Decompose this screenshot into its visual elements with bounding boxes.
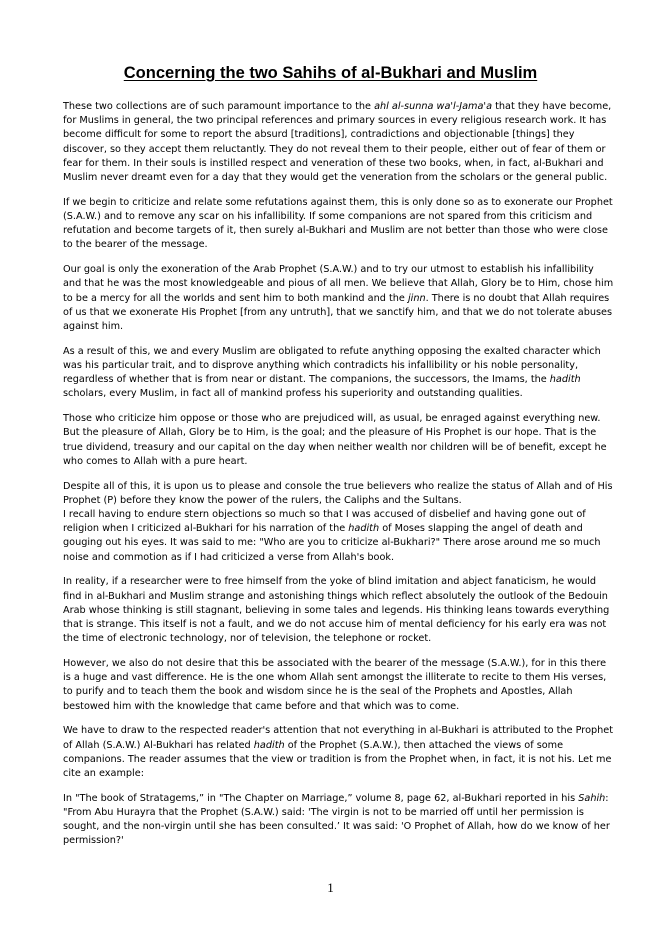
text-run: that they have become, for Muslims in general, the two principal references and primary sources in every religious research work. It has become difficult for some to report the absurd [traditions], contradictions and objectionable [things] they discover, so they accept them reluctantly. They do not reveal them to their people, either out of fear of them or fear for them. In their souls is instilled respect and veneration of these two books, when, in fact, al-Bukhari and Muslim never dreamt even for a day that they would get the veneration from the scholars or the general public. xyxy=(63,101,612,184)
text-run: These two collections are of such paramount importance to the xyxy=(63,101,375,112)
body-paragraph xyxy=(63,412,615,469)
text-run: of the Prophet (S.A.W.), then attached the views of some companions. The reader assumes that the view or tradition is from the Prophet when, in fact, it is not his. Let me cite an example: xyxy=(63,739,612,780)
text-run: Those who criticize him oppose or those who are prejudiced will, as usual, be enraged against everything new. But the pleasure of Allah, Glory be to Him, is the goal; and the pleasure of His Prophet is our hope. That is the true dividend, treasury and our capital on the day when neither wealth nor children will be of benefit, except he who comes to Allah with a pure heart. xyxy=(63,413,607,467)
page-number: 1 xyxy=(327,880,334,895)
text-run: We have to draw to the respected reader's attention that not everything in al-Bukhari is attributed to the Prophet of Allah (S.A.W.) Al-Bukhari has related xyxy=(63,725,614,751)
body-paragraph xyxy=(63,792,615,849)
text-run: of Moses slapping the angel of death and gouging out his eyes. It was said to me: "Who are you to criticize al-Bukhari?" There arose around me so much noise and commotion as if I had criticized a verse from Allah's book. xyxy=(63,523,601,563)
text-run: . There is no doubt that Allah requires of us that we exonerate His Prophet [from any untruth], that we sanctify him, and that we do not tolerate abuses against him. xyxy=(63,292,613,333)
body-paragraph xyxy=(63,480,615,508)
text-run: If we begin to criticize and relate some refutations against them, this is only done so as to exonerate our Prophet (S.A.W.) and to remove any scar on his infallibility. If some companions are not spared from this criticism and refutation and become targets of it, then surely al-Bukhari and Muslim are not better than those who were close to the bearer of the message. xyxy=(63,196,613,251)
text-run: However, we also do not desire that this be associated with the bearer of the message (S.A.W.), for in this there is a huge and vast difference. He is the one whom Allah sent amongst the illiterate to recite to them His verses, to purify and to teach them the book and wisdom since he is the seal of the Prophets and Apostles, Allah bestowed him with the knowledge that came before and that which was to come. xyxy=(63,658,607,712)
text-run: Despite all of this, it is upon us to please and console the true believers who realize the status of Allah and of His Prophet (P) before they know the power of the rulers, the Caliphs and the Sultans. xyxy=(63,480,613,506)
body-paragraph xyxy=(63,100,615,185)
italic-term: hadith xyxy=(253,739,285,751)
italic-term: hadith xyxy=(348,523,380,535)
text-run: In "The book of Stratagems,” in "The Chapter on Marriage,” volume 8, page 62, al-Bukhari reported in his xyxy=(63,792,579,804)
body-paragraph xyxy=(63,263,615,334)
text-run: As a result of this, we and every Muslim are obligated to refute anything opposing the exalted character which was his particular trait, and to disprove anything which contradicts his infallibility or his noble personality, regardless of whether that is from near or distant. The companions, the successors, the Imams, the xyxy=(63,345,601,386)
body-paragraph xyxy=(63,657,615,714)
italic-term: hadith xyxy=(549,374,581,386)
body-paragraph xyxy=(63,575,615,646)
text-run: Our goal is only the exoneration of the Arab Prophet (S.A.W.) and to try our utmost to establish his infallibility and that he was the most knowledgeable and pious of all men. We believe that Allah, Glory be to Him, chose him to be a mercy for all the worlds and sent him to both mankind and the xyxy=(63,264,614,304)
text-run: I recall having to endure stern objections so much so that I was accused of disbelief and having gone out of religion when I criticized al-Bukhari for his narration of the xyxy=(63,509,586,535)
italic-term: jinn xyxy=(407,292,426,304)
italic-term: Sahih xyxy=(578,792,606,804)
body-paragraph xyxy=(63,345,615,402)
italic-term: ahl al-sunna wa'l-Jama'a xyxy=(374,101,493,112)
body-paragraph xyxy=(63,724,615,781)
text-run: In reality, if a researcher were to free himself from the yoke of blind imitation and abject fanaticism, he would find in al-Bukhari and Muslim strange and astonishing things which reflect absolutely the outlook of the Bedouin Arab whose thinking is still stagnant, believing in some tales and legends. His thinking leans towards everything that is strange. This itself is not a fault, and we do not accuse him of mental deficiency for his early era was not the time of electronic technology, nor of television, the telephone or rocket. xyxy=(63,576,610,645)
body-paragraph xyxy=(63,508,615,565)
text-run: scholars, every Muslim, in fact all of mankind profess his superiority and outstanding qualities. xyxy=(63,388,523,400)
body-paragraph xyxy=(63,196,615,253)
document-body xyxy=(63,100,615,859)
document-title: Concerning the two Sahihs of al-Bukhari and Muslim xyxy=(123,64,538,82)
text-run: : "From Abu Hurayra that the Prophet (S.A.W.) said: 'The virgin is not to be married off until her permission is sought, and the non-virgin until she has been consulted.’ It was said: 'O Prophet of Allah, how do we know of her permission?' xyxy=(63,792,610,847)
